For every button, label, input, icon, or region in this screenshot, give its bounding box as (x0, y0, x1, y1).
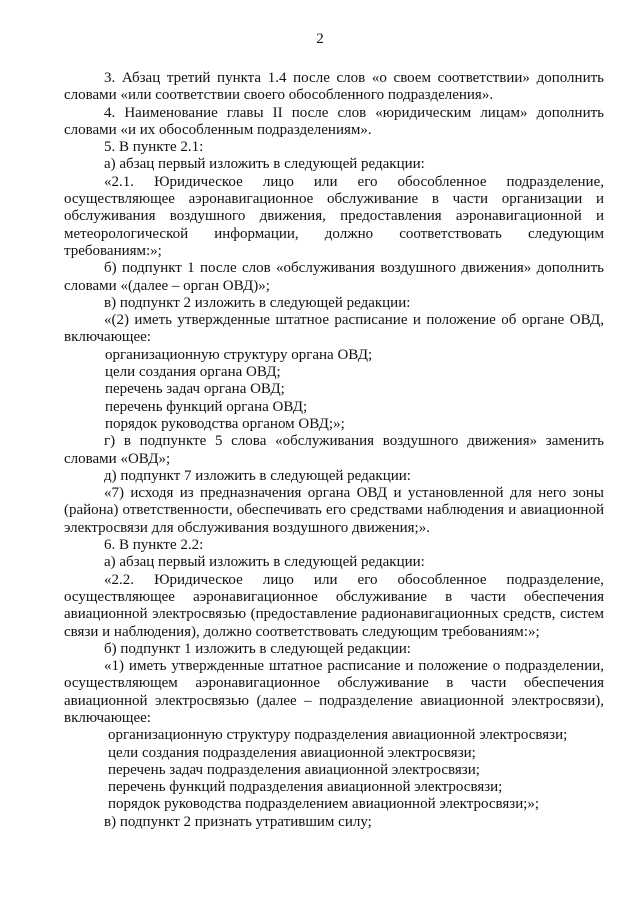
paragraph: «2.2. Юридическое лицо или его обособленное подразделение, осуществляющее аэронавигационное обслуживание в части обеспечения авиационной электросвязью (предоставление радионавигационных средств, систем связи и наблюдения), должно соответствовать следующим требованиям:»; (64, 571, 604, 640)
paragraph: перечень задач подразделения авиационной электросвязи; (108, 761, 480, 778)
paragraph: цели создания органа ОВД; (105, 364, 281, 381)
paragraph: «1) иметь утвержденные штатное расписание и положение о подразделении, осуществляющем аэронавигационное обслуживание в части обеспечения авиационной электросвязью (далее – подразделение авиационной электросвязи), включающее: (64, 658, 604, 726)
paragraph: д) подпункт 7 изложить в следующей редакции: (104, 467, 411, 484)
paragraph: перечень функций органа ОВД; (105, 398, 308, 415)
paragraph: порядок руководства органом ОВД;»; (105, 415, 345, 432)
paragraph: цели создания подразделения авиационной электросвязи; (108, 744, 476, 761)
paragraph: порядок руководства подразделением авиационной электросвязи;»; (108, 796, 540, 813)
paragraph: в) подпункт 2 признать утратившим силу; (104, 813, 372, 830)
paragraph: «2.1. Юридическое лицо или его обособленное подразделение, осуществляющее аэронавигационное обслуживание в части организации и обслуживания воздушного движения, предоставления аэронавигационной и метеорологической информации, должно соответствовать следующим требованиям:»; (64, 173, 604, 259)
paragraph: «(2) иметь утвержденные штатное расписание и положение об органе ОВД, включающее: (64, 312, 604, 346)
paragraph: «7) исходя из предназначения органа ОВД и установленной для него зоны (района) ответственности, обеспечивать его средствами наблюдения и авиационной электросвязи для обслуживания воздушного движения;». (64, 485, 604, 536)
page-number: 2 (316, 31, 324, 47)
paragraph: а) абзац первый изложить в следующей редакции: (104, 156, 425, 173)
paragraph: б) подпункт 1 после слов «обслуживания воздушного движения» дополнить словами «(далее – орган ОВД)»; (64, 260, 604, 294)
document-body (64, 70, 604, 831)
paragraph: 5. В пункте 2.1: (104, 139, 204, 156)
paragraph: а) абзац первый изложить в следующей редакции: (104, 554, 425, 571)
paragraph: в) подпункт 2 изложить в следующей редакции: (104, 294, 411, 311)
paragraph: б) подпункт 1 изложить в следующей редакции: (104, 640, 411, 657)
paragraph: 6. В пункте 2.2: (104, 537, 204, 554)
paragraph: г) в подпункте 5 слова «обслуживания воздушного движения» заменить словами «ОВД»; (64, 433, 604, 467)
paragraph: перечень задач органа ОВД; (105, 381, 285, 398)
paragraph: 4. Наименование главы II после слов «юридическим лицам» дополнить словами «и их обособленным подразделениям». (64, 104, 604, 138)
paragraph: перечень функций подразделения авиационной электросвязи; (108, 779, 503, 796)
paragraph: организационную структуру органа ОВД; (105, 346, 373, 363)
paragraph: организационную структуру подразделения авиационной электросвязи; (108, 727, 568, 744)
paragraph: 3. Абзац третий пункта 1.4 после слов «о своем соответствии» дополнить словами «или соответствии своего обособленного подразделения». (64, 70, 604, 104)
